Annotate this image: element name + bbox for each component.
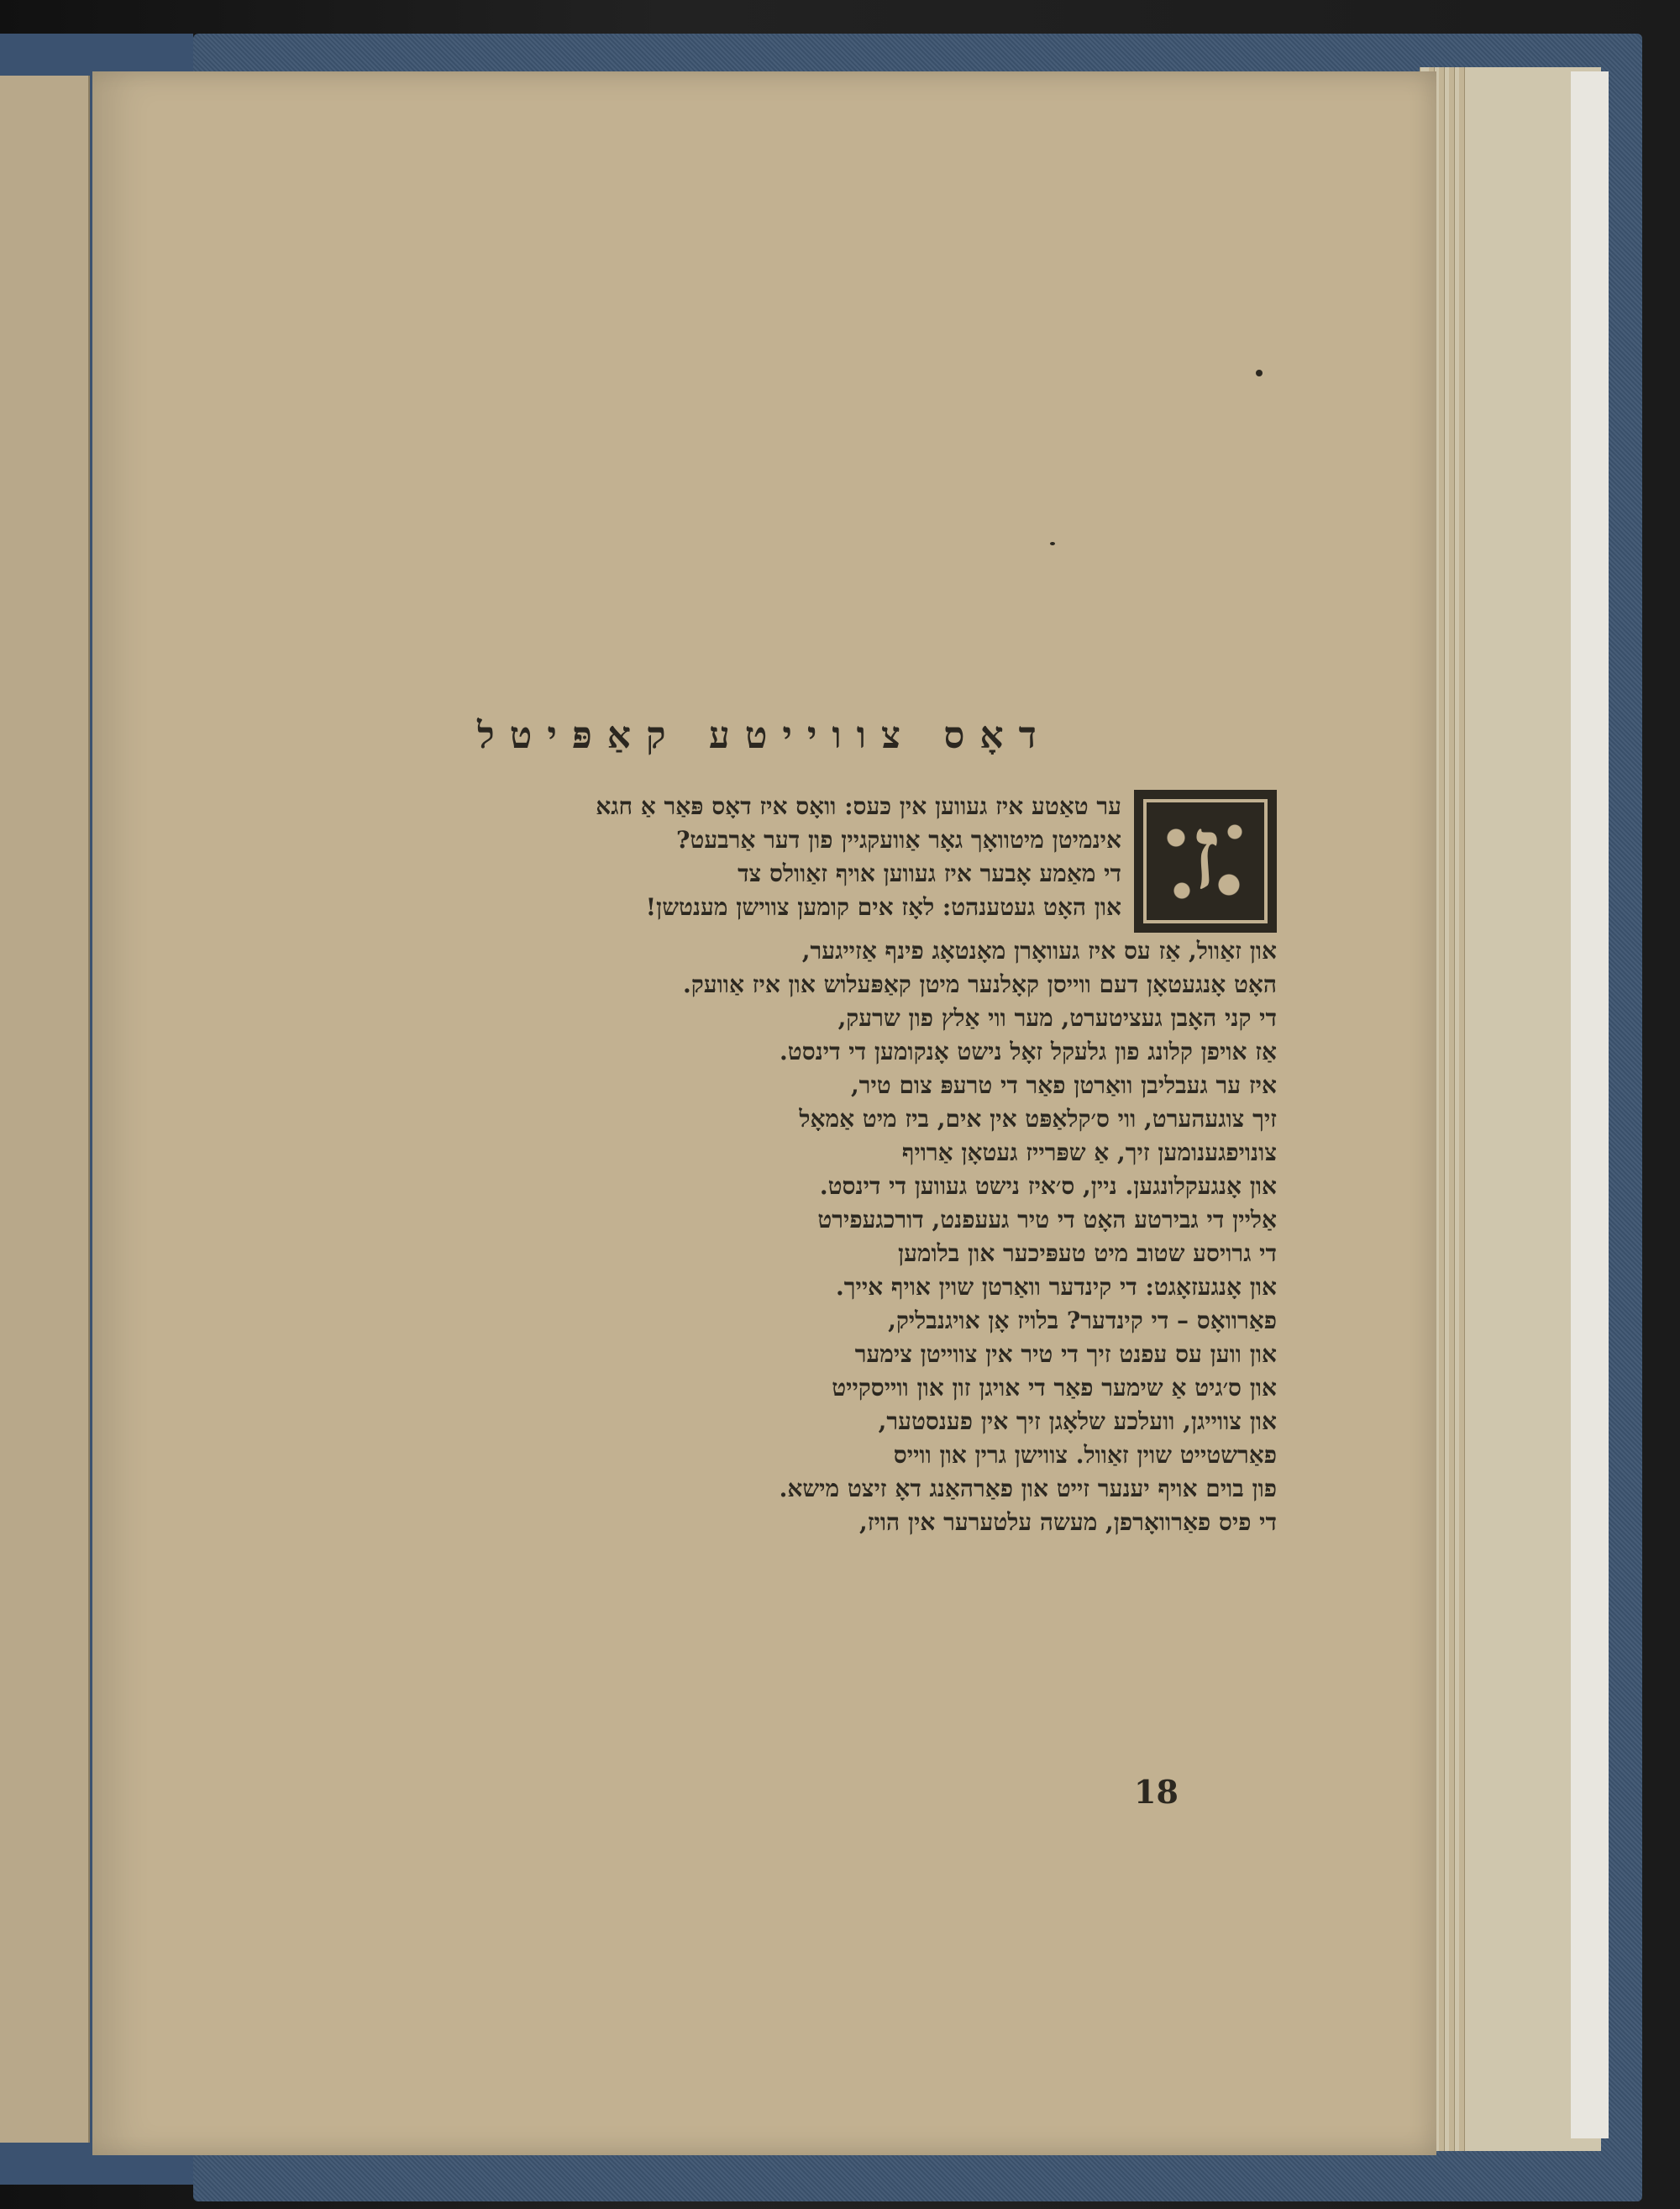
text-line: זיך צוגעהערט, ווי ס׳קלאַפּט אין אים, ביז מיט אַמאָל [799, 1105, 1277, 1133]
text-line: און האָט געטענהט: לאָז אים קומען צווישן מענטשן! [645, 893, 1121, 921]
text-line: פאַרשטייט שוין זאַוול. צווישן גרין און ווייס [893, 1441, 1277, 1469]
text-line: די מאַמע אָבער איז געווען אויף זאַוולס צד [738, 860, 1121, 887]
text-line: אינמיטן מיטוואָך גאָר אַוועקגיין פון דער אַרבעט? [676, 826, 1121, 854]
text-line: ער טאַטע איז געווען אין כּעס: וואָס איז דאָס פּאַר אַ חגא [596, 792, 1121, 820]
book-page [92, 71, 1436, 2155]
text-line: אַליין די גבירטע האָט די טיר געעפנט, דורכגעפירט [817, 1206, 1277, 1233]
decorative-initial [1134, 790, 1277, 933]
paper-speck [1050, 542, 1055, 545]
text-line: צונויפגענומען זיך, אַ שפּרייז געטאָן אַרויף [901, 1139, 1277, 1166]
text-line: די קני האָבן געציטערט, מער ווי אַלץ פון שרעק, [837, 1004, 1277, 1032]
text-line: און אָנגעקלונגען. ניין, ס׳איז נישט געווען די דינסט. [819, 1172, 1277, 1200]
text-line: די פיס פאַרוואָרפן, מעשה עלטערער אין הויז, [859, 1508, 1277, 1536]
text-line: איז ער געבליבן וואַרטן פאַר די טרעפּ צום טיר, [850, 1071, 1277, 1099]
text-line: און ווען עס עפנט זיך די טיר אין צווייטן צימער [854, 1340, 1277, 1368]
paper-speck [1256, 370, 1263, 376]
text-line: און ס׳גיט אַ שימער פאַר די אויגן זון און ווייסקייט [832, 1374, 1277, 1402]
text-line: און אָנגעזאָגט: די קינדער וואַרטן שוין אויף אייך. [836, 1273, 1277, 1301]
page-number: 18 [1134, 1773, 1179, 1811]
chapter-title: דאָס צווייטע קאַפּיטל [477, 714, 1052, 757]
text-line: האָט אָנגעטאָן דעם ווייסן קאָלנער מיטן קאַפּעלוש און איז אַוועק. [683, 970, 1277, 998]
endpaper-edge [1571, 71, 1609, 2138]
text-line: די גרויסע שטוב מיט טעפּיכער און בלומען [897, 1239, 1277, 1267]
text-line: אַז אויפן קלונג פון גלעקל זאָל נישט אָנקומען די דינסט. [780, 1038, 1277, 1065]
initial-letter: ז [1191, 794, 1220, 913]
text-line: און צווייגן, וועלכע שלאָגן זיך אין פענסטער, [878, 1407, 1277, 1435]
text-line: און זאַוול, אַז עס איז געוואָרן מאָנטאָג פינף אַזייגער, [801, 937, 1277, 965]
text-line: פאַרוואָס – די קינדער? בלויז אָן אויגנבליק, [888, 1307, 1277, 1334]
left-page-edge [0, 76, 90, 2143]
text-line: פון בוים אויף יענער זייט און פאַרהאַנג דאָ זיצט מישא. [779, 1475, 1277, 1502]
